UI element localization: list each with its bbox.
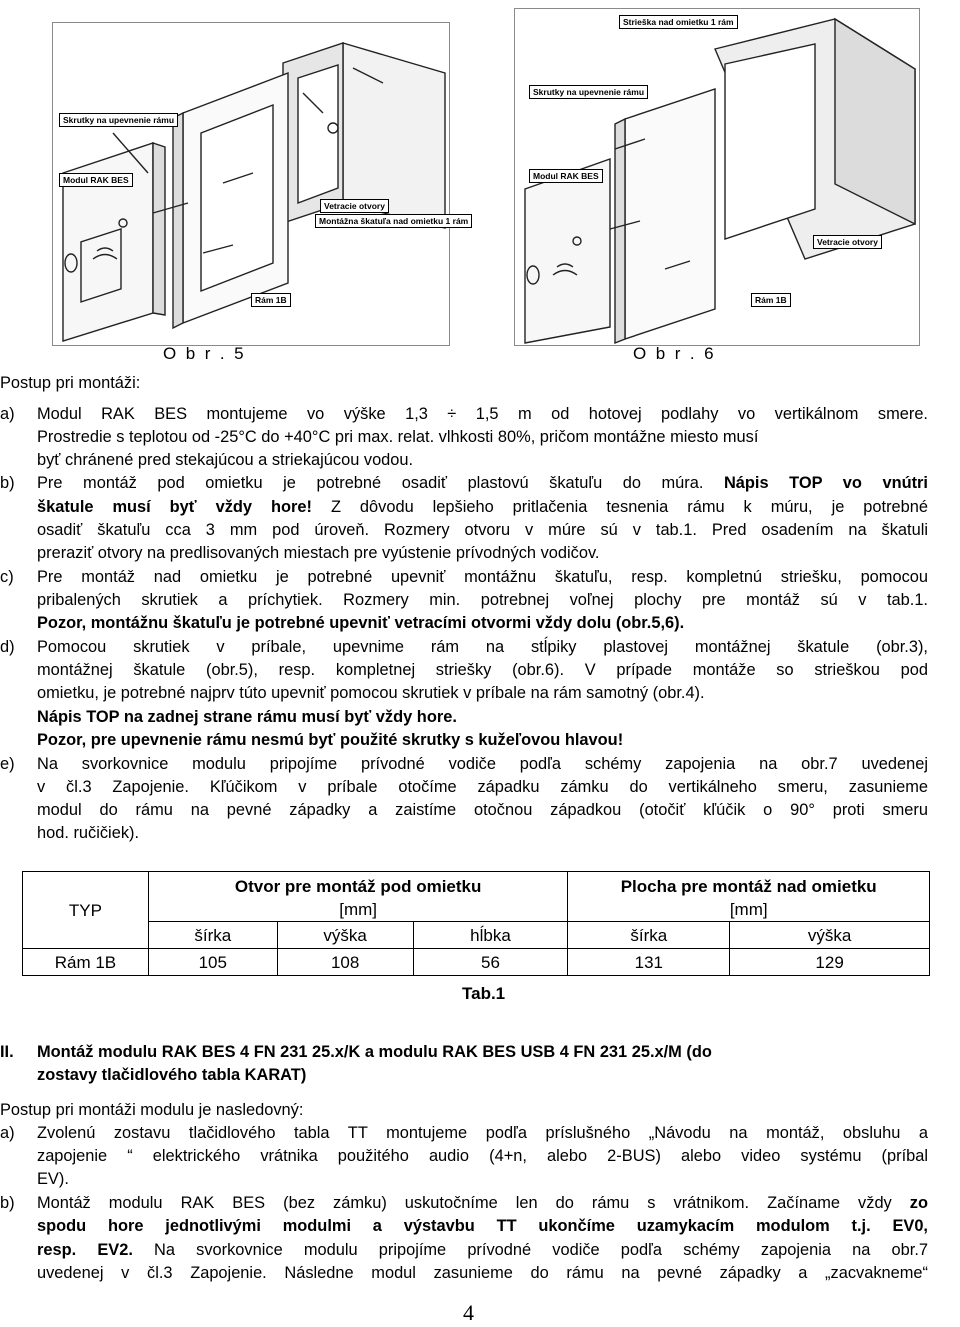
- item-d-marker: d): [0, 638, 15, 656]
- item-d-line3: omietku, je potrebné najprv túto upevniť pomocou skrutiek v príbale na rám samotný (obr.4).: [37, 684, 705, 702]
- table-cell: 129: [730, 949, 930, 976]
- table-cell: 105: [148, 949, 277, 976]
- caption-obr5: O b r . 5: [163, 344, 247, 363]
- item2-a-line1: Zvolenú zostavu tlačidlového tabla TT montujeme podľa príslušného „Návodu na montáž, obsluhu a: [37, 1124, 928, 1142]
- item2-a-marker: a): [0, 1124, 15, 1142]
- item-c-line1: Pre montáž nad omietku je potrebné upevniť montážnu škatuľu, resp. kompletnú striešku, pomocou: [37, 568, 928, 586]
- table-col-sirka: šírka: [148, 922, 277, 949]
- item2-b-line4: uvedenej v čl.3 Zapojenie. Následne modul zasunieme do rámu na pevné západky a „zacvakneme“: [37, 1264, 928, 1282]
- table-col-sirka2: šírka: [568, 922, 730, 949]
- item-c-line2: pribalených skrutiek a príchytiek. Rozmery min. potrebnej voľnej plochy pre montáž sú v tab.1.: [37, 591, 928, 609]
- item-d-line1: Pomocou skrutiek v príbale, upevnime rám na stĺpiky plastovej montážnej škatule (obr.3),: [37, 638, 928, 656]
- section2-title-line2: zostavy tlačidlového tabla KARAT): [37, 1066, 307, 1084]
- item-a-line2: Prostredie s teplotou od -25°C do +40°C pri max. relat. vlhkosti 80%, pričom montážne miesto musí: [37, 428, 759, 446]
- item-b-marker: b): [0, 474, 15, 492]
- callout-skrutky: Skrutky na upevnenie rámu: [529, 85, 648, 99]
- item-a-line1: Modul RAK BES montujeme vo výške 1,3 ÷ 1,5 m od hotovej podlahy vo vertikálnom smere.: [37, 405, 928, 423]
- item-c-line3: Pozor, montážnu škatuľu je potrebné upevniť vetracími otvormi vždy dolu (obr.5,6).: [37, 614, 685, 632]
- item2-b-line3: [37, 1239, 928, 1261]
- item-b-line1-bold: Nápis TOP vo vnútri: [723, 474, 928, 492]
- callout-vetracie: Vetracie otvory: [320, 199, 389, 213]
- table-head-group1-title: Otvor pre montáž pod omietku: [234, 877, 482, 896]
- callout-vetracie: Vetracie otvory: [813, 235, 882, 249]
- item2-a-line3: EV).: [37, 1170, 69, 1188]
- item-b-line1-normal: Pre montáž pod omietku je potrebné osadiť plastovú škatuľu do múra.: [37, 474, 724, 492]
- figure-obr6: [514, 8, 920, 346]
- item-b-line3: osadiť škatuľu cca 3 mm pod úroveň. Rozmery otvoru v múre sú v tab.1. Pred osadením na škatuli: [37, 521, 928, 539]
- item-a-line3: byť chránené pred stekajúcou a striekajúcou vodou.: [37, 451, 414, 469]
- section2-title-line1: Montáž modulu RAK BES 4 FN 231 25.x/K a modulu RAK BES USB 4 FN 231 25.x/M (do: [37, 1043, 712, 1061]
- item-b-line2-normal: Z dôvodu lepšieho pritlačenia tesnenia rámu k múru, je potrebné: [311, 498, 928, 516]
- item-d-line2: montážnej škatule (obr.5), resp. kompletnej striešky (obr.6). V prípade montáže so strieškou pod: [37, 661, 928, 679]
- callout-modul: Modul RAK BES: [529, 169, 603, 183]
- item2-a-line2: zapojenie “ elektrického vrátnika použitého audio (4+n, alebo 2-BUS) alebo video systému (príbal: [37, 1147, 928, 1165]
- item-a-marker: a): [0, 405, 15, 423]
- table-col-vyska: výška: [277, 922, 413, 949]
- callout-ram: Rám 1B: [751, 293, 791, 307]
- item2-b-line3-normal: Na svorkovnice modulu pripojíme prívodné vodiče podľa schémy zapojenia na obr.7: [132, 1241, 928, 1259]
- item-e-line2: v čl.3 Zapojenie. Kľúčikom v príbale otočíme západku zámku do vertikálneho smeru, zasunieme: [37, 778, 928, 796]
- table-col-vyska2: výška: [730, 922, 930, 949]
- item-e-line1: Na svorkovnice modulu pripojíme prívodné vodiče podľa schémy zapojenia na obr.7 uvedenej: [37, 755, 928, 773]
- item2-b-line1-bold: zo: [909, 1194, 928, 1212]
- table-cell: 108: [277, 949, 413, 976]
- item-b-line1: [37, 472, 928, 494]
- item2-b-line2: spodu hore jednotlivými modulmi a výstavbu TT ukončíme uzamykacím modulom t.j. EV0,: [37, 1217, 928, 1235]
- figure-obr5: [52, 22, 469, 346]
- callout-ram: Rám 1B: [251, 293, 291, 307]
- callout-skrutky: Skrutky na upevnenie rámu: [59, 113, 178, 127]
- callout-skatula: Montážna škatuľa nad omietku 1 rám: [315, 214, 472, 228]
- table-cell: 56: [413, 949, 568, 976]
- item2-b-line1-normal: Montáž modulu RAK BES (bez zámku) uskutočníme len do rámu s vrátnikom. Začíname vždy: [37, 1194, 910, 1212]
- table-row: [23, 949, 930, 976]
- table-cell-name: Rám 1B: [23, 949, 149, 976]
- table-head-group2: [568, 872, 930, 922]
- table-head-group2-unit: [mm]: [729, 900, 768, 919]
- item-c-marker: c): [0, 568, 14, 586]
- item-d-line5: Pozor, pre upevnenie rámu nesmú byť použité skrutky s kužeľovou hlavou!: [37, 731, 624, 749]
- dimensions-table: [22, 871, 930, 976]
- item-e-marker: e): [0, 755, 15, 773]
- callout-modul: Modul RAK BES: [59, 173, 133, 187]
- page-number: 4: [463, 1300, 474, 1325]
- table-head-group1-unit: [mm]: [339, 900, 378, 919]
- item-e-line3: modul do rámu na pevné západky a zaistíme otočnou západkou (otočiť kľúčik o 90° proti smeru: [37, 801, 928, 819]
- callout-strieska: Strieška nad omietku 1 rám: [619, 15, 738, 29]
- item2-b-line3-bold: resp. EV2.: [37, 1241, 133, 1259]
- item-b-line4: preraziť otvory na predlisovaných miestach pre vyústenie prívodných vodičov.: [37, 544, 600, 562]
- table-col-hlbka: hĺbka: [413, 922, 568, 949]
- section2-number: II.: [0, 1043, 14, 1061]
- section-title: Postup pri montáži:: [0, 374, 141, 392]
- item-b-line2: [37, 496, 928, 518]
- item-b-line2-bold: škatule musí byť vždy hore!: [37, 498, 312, 516]
- table-caption: Tab.1: [462, 984, 506, 1003]
- table-cell: 131: [568, 949, 730, 976]
- item2-b-marker: b): [0, 1194, 15, 1212]
- table-head-group2-title: Plocha pre montáž nad omietku: [620, 877, 877, 896]
- item-e-line4: hod. ručičiek).: [37, 824, 140, 842]
- section2-intro: Postup pri montáži modulu je nasledovný:: [0, 1101, 304, 1119]
- caption-obr6: O b r . 6: [633, 344, 717, 363]
- item2-b-line1: [37, 1192, 928, 1214]
- table-head-typ: TYP: [23, 872, 149, 949]
- item-d-line4: Nápis TOP na zadnej strane rámu musí byť vždy hore.: [37, 708, 457, 726]
- table-head-group1: [148, 872, 568, 922]
